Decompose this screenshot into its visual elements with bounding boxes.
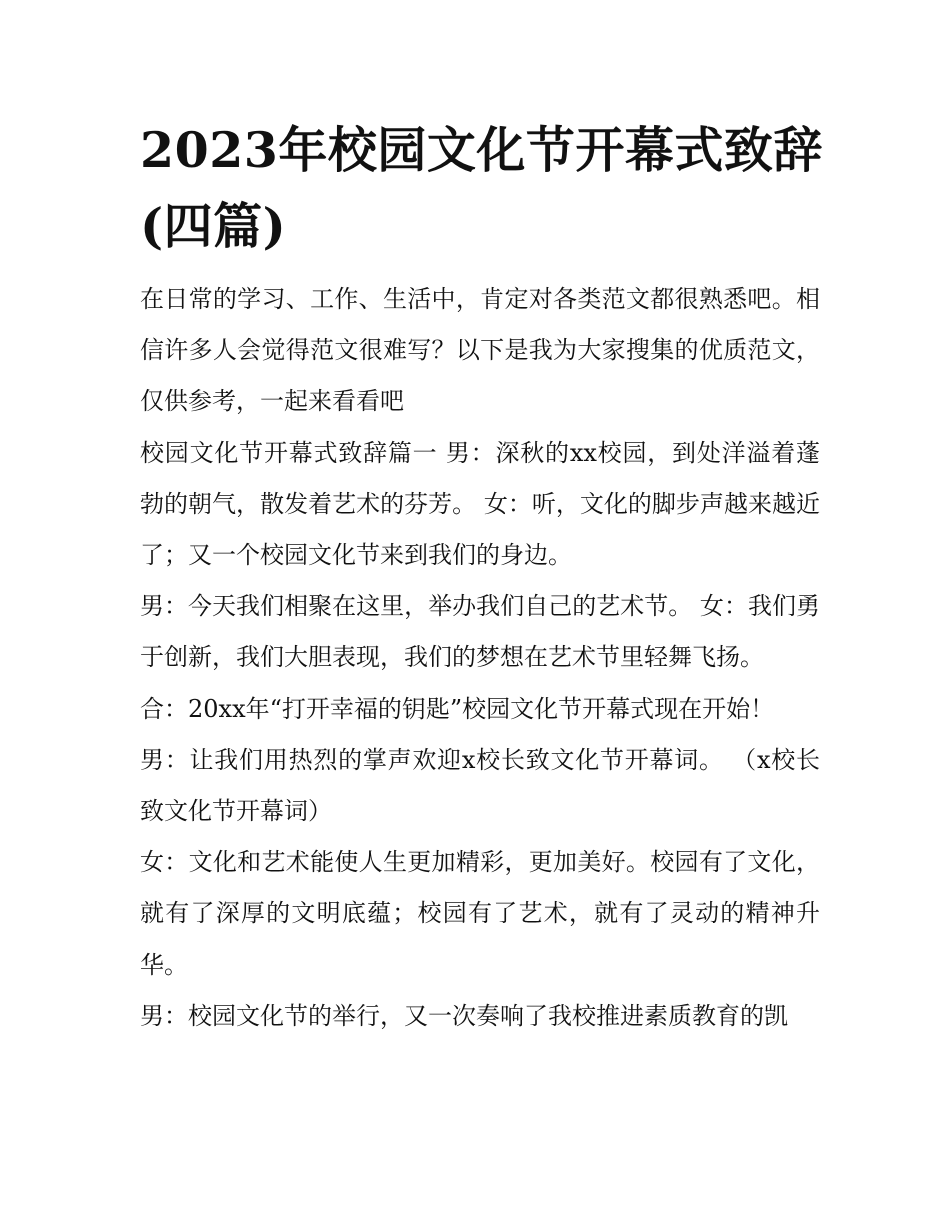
document-body <box>140 274 820 1042</box>
paragraph-2: 男：今天我们相聚在这里，举办我们自己的艺术节。 女：我们勇于创新，我们大胆表现，我们的梦想在艺术节里轻舞飞扬。 <box>140 592 820 672</box>
paragraph-5: 女：文化和艺术能使人生更加精彩，更加美好。校园有了文化，就有了深厚的文明底蕴；校园有了艺术，就有了灵动的精神升华。 <box>140 848 820 979</box>
paragraph-intro: 在日常的学习、工作、生活中，肯定对各类范文都很熟悉吧。相信许多人会觉得范文很难写？以下是我为大家搜集的优质范文，仅供参考，一起来看看吧 <box>140 285 820 416</box>
paragraph-4: 男：让我们用热烈的掌声欢迎x校长致文化节开幕词。 （x校长致文化节开幕词） <box>140 745 820 826</box>
document-title: 2023年校园文化节开幕式致辞(四篇) <box>140 121 823 255</box>
paragraph-1: 校园文化节开幕式致辞篇一 男：深秋的xx校园，到处洋溢着蓬勃的朝气，散发着艺术的芬芳。 女：听，文化的脚步声越来越近了；又一个校园文化节来到我们的身边。 <box>140 438 820 570</box>
paragraph-3: 合：20xx年“打开幸福的钥匙”校园文化节开幕式现在开始！ <box>140 694 775 723</box>
paragraph-6: 男：校园文化节的举行，又一次奏响了我校推进素质教育的凯 <box>140 1001 788 1030</box>
